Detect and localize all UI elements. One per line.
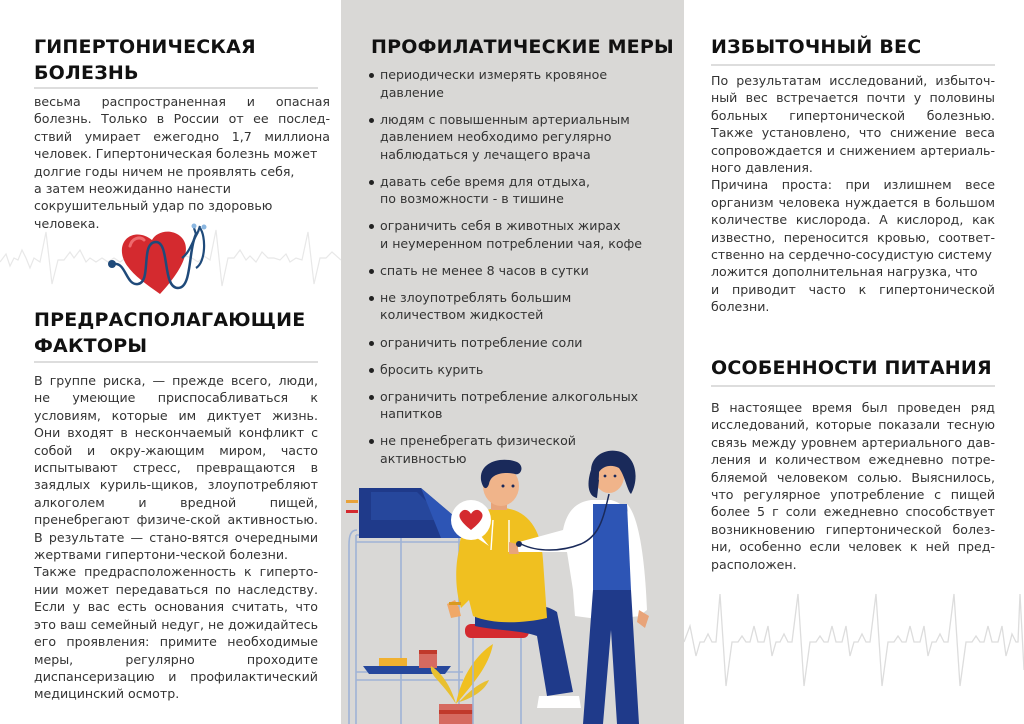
list-item: людям с повышенным артериальным давлением необходимо регулярно наблюдаться у лечащего врача: [368, 111, 668, 164]
excess-weight-description: [711, 72, 995, 316]
bullet-icon: [369, 341, 374, 346]
paragraph: и приводит часто к гипертонической болезни.: [711, 281, 995, 315]
bullet-icon: [369, 118, 374, 123]
nutrition-description: [711, 399, 995, 573]
list-item: давать себе время для отдыха, по возможности - в тишине: [368, 173, 668, 208]
list-item: не злоупотреблять большим количеством жидкостей: [368, 289, 668, 324]
risk-factors-description: [34, 372, 318, 703]
paragraph: Причина проста: при излишнем весе организм человека нуждается в большом количестве кислорода. А кислород, как известно, переносится кровью, соответ-ственно на сердечно-сосудистую систему: [711, 177, 995, 263]
section-title-risk-factors: [34, 307, 305, 359]
paragraph: сокрушительный удар по здоровью: [34, 198, 273, 214]
title-line: ГИПЕРТОНИЧЕСКАЯ: [34, 36, 256, 58]
paragraph: человека.: [34, 215, 100, 231]
bullet-icon: [369, 368, 374, 373]
ecg-line-icon: [684, 590, 1024, 690]
list-item: не пренебрегать физической активностью: [368, 432, 668, 467]
list-item: ограничить потребление алкогольных напитков: [368, 388, 668, 423]
paragraph: долгие годы ничем не проявлять себя,: [34, 163, 295, 179]
list-item: ограничить потребление соли: [368, 334, 668, 352]
bullet-icon: [369, 73, 374, 78]
bullet-icon: [369, 269, 374, 274]
paragraph: весьма распространенная и опасная болезнь. Только в России от ее послед-ствий умирает ежегодно 1,7 миллиона человек. Гипертоническая болезнь может: [34, 94, 330, 162]
section-title-prevention: ПРОФИЛАТИЧЕСКИЕ МЕРЫ: [371, 36, 674, 58]
section-title-excess-weight: ИЗБЫТОЧНЫЙ ВЕС: [711, 36, 922, 58]
title-line: ФАКТОРЫ: [34, 335, 148, 357]
paragraph: Также предрасположенность к гиперто-нии может передаваться по наследству. Если у вас есть основания считать, что это ваш семейный недуг, не дожидайтесь его проявления: примите необходимые меры, регулярно проходите диспансеризацию и профилактический медицинский осмотр.: [34, 564, 318, 702]
doctor-patient-illustration: [341, 440, 684, 724]
paragraph: а затем неожиданно нанести: [34, 181, 231, 197]
list-item: спать не менее 8 часов в сутки: [368, 262, 668, 280]
section-title-hypertension: [34, 34, 256, 86]
heart-stethoscope-icon: [100, 222, 220, 298]
hypertension-description: [34, 93, 330, 232]
right-column: [684, 0, 1024, 724]
middle-column: [341, 0, 684, 724]
list-item: ограничить себя в животных жирах и неумеренном потреблении чая, кофе: [368, 217, 668, 252]
bullet-icon: [369, 180, 374, 185]
paragraph: По результатам исследований, избыточ-ный вес встречается почти у половины больных гипертонической болезнью. Также установлено, что снижение веса сопровождается и снижением артериаль-ного давления.: [711, 73, 995, 176]
heading-divider: [34, 361, 318, 363]
bullet-icon: [369, 395, 374, 400]
title-line: ПРЕДРАСПОЛАГАЮЩИЕ: [34, 309, 306, 331]
bullet-icon: [369, 224, 374, 229]
section-title-nutrition: ОСОБЕННОСТИ ПИТАНИЯ: [711, 357, 992, 379]
paragraph: ложится дополнительная нагрузка, что: [711, 264, 978, 280]
title-line: БОЛЕЗНЬ: [34, 62, 139, 84]
list-item: бросить курить: [368, 361, 668, 379]
paragraph: В настоящее время был проведен ряд исследований, которые показали тесную связь между уровнем артериального дав-ления и количеством ежедневно потре-бляемой человеком солью. Выяснилось, что регулярное употребление с пищей более 5 г соли ежедневно способствует возникновению гипертонической болез-ни, особенно если человек к ней пред-расположен.: [711, 400, 995, 572]
heading-divider: [711, 64, 995, 66]
heading-divider: [34, 87, 318, 89]
heading-divider: [711, 385, 995, 387]
list-item: периодически измерять кровяное давление: [368, 66, 668, 101]
paragraph: В группе риска, — прежде всего, люди, не умеющие приспосабливаться к условиям, которые им диктует жизнь. Они входят в нескончаемый конфликт с собой и окру-жающим миром, часто испытывают стресс, превращаются в заядлых куриль-щиков, злоупотребляют алкоголем и вредной пищей, пренебрегают физиче-ской активностью. В результате — стано-вятся очередными жертвами гипертони-ческой болезни.: [34, 373, 318, 563]
left-column: [0, 0, 341, 724]
prevention-list: [368, 66, 668, 477]
bullet-icon: [369, 296, 374, 301]
